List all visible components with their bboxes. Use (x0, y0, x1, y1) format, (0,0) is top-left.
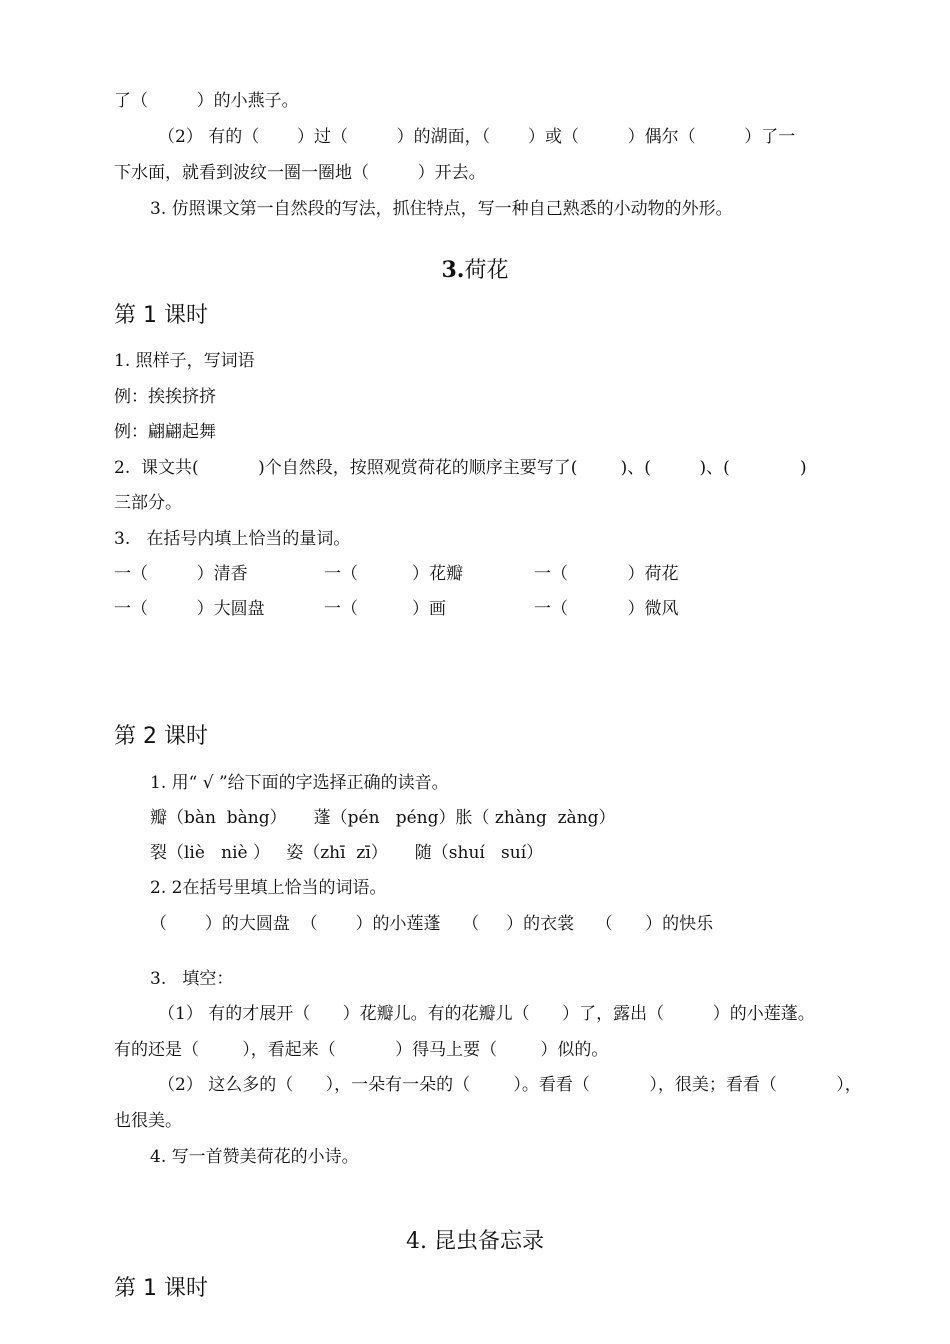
section-title-insects: 4. 昆虫备忘录 (406, 1229, 544, 1254)
measure-item: 一（ ）荷花 (534, 564, 679, 584)
l1-example-2: 例：翩翩起舞 (114, 422, 216, 442)
l1-q2-line2: 三部分。 (114, 493, 182, 513)
lesson-2-heading: 第 2 课时 (114, 724, 208, 749)
lesson-1-heading: 第 1 课时 (114, 303, 208, 328)
section-title-text: 荷花 (464, 258, 509, 283)
l2-fill-2a: （2） 这么多的（ ），一朵有一朵的（ ）。看看（ ），很美；看看（ ）， (158, 1075, 862, 1095)
measure-item: 一（ ）花瓣 (324, 564, 464, 584)
line-swallow: 了（ ）的小燕子。 (114, 91, 299, 111)
l1-q2-line1: 2. 课文共( )个自然段，按照观赏荷花的顺序主要写了( )、( )、( ) (114, 458, 807, 478)
measure-item: 一（ ）清香 (114, 564, 248, 584)
l2-q3: 3. 填空： (150, 969, 234, 989)
measure-item: 一（ ）画 (324, 599, 447, 619)
line-lake-2: 下水面，就看到波纹一圈一圈地（ ）开去。 (114, 163, 486, 183)
l2-q2-blanks: （ ）的大圆盘 （ ）的小莲蓬 （ ）的衣裳 （ ）的快乐 (150, 914, 714, 934)
l2-fill-1b: 有的还是（ ），看起来（ ）得马上要（ ）似的。 (114, 1040, 609, 1060)
section4-lesson-1-heading: 第 1 课时 (114, 1276, 208, 1301)
l2-q4: 4. 写一首赞美荷花的小诗。 (150, 1147, 359, 1167)
l2-pinyin-2: 裂（liè niè ） 姿（zhī zī） 随（shuí suí） (150, 843, 544, 863)
l2-q1: 1. 用“ √ ”给下面的字选择正确的读音。 (150, 773, 449, 793)
l1-q3: 3. 在括号内填上恰当的量词。 (114, 529, 351, 549)
l2-fill-1a: （1） 有的才展开（ ）花瓣儿。有的花瓣儿（ ）了，露出（ ）的小莲蓬。 (158, 1004, 815, 1024)
section-title-lotus (0, 255, 950, 286)
measure-item: 一（ ）微风 (534, 599, 679, 619)
l2-fill-2b: 也很美。 (114, 1111, 182, 1131)
measure-item: 一（ ）大圆盘 (114, 599, 265, 619)
l1-q1: 1. 照样子，写词语 (114, 351, 255, 371)
l1-example-1: 例：挨挨挤挤 (114, 387, 216, 407)
section-title-number: 3. (441, 257, 465, 283)
line-lake-1: （2） 有的（ ）过（ ）的湖面，（ ）或（ ）偶尔（ ）了一 (158, 127, 796, 147)
l2-q2: 2. 2在括号里填上恰当的词语。 (150, 878, 387, 898)
measure-word-row-2 (114, 598, 679, 686)
l2-pinyin-1: 瓣（bàn bàng） 蓬（pén péng）胀（ zhàng zàng） (150, 808, 616, 828)
line-writing-task: 3. 仿照课文第一自然段的写法，抓住特点，写一种自己熟悉的小动物的外形。 (150, 199, 733, 219)
